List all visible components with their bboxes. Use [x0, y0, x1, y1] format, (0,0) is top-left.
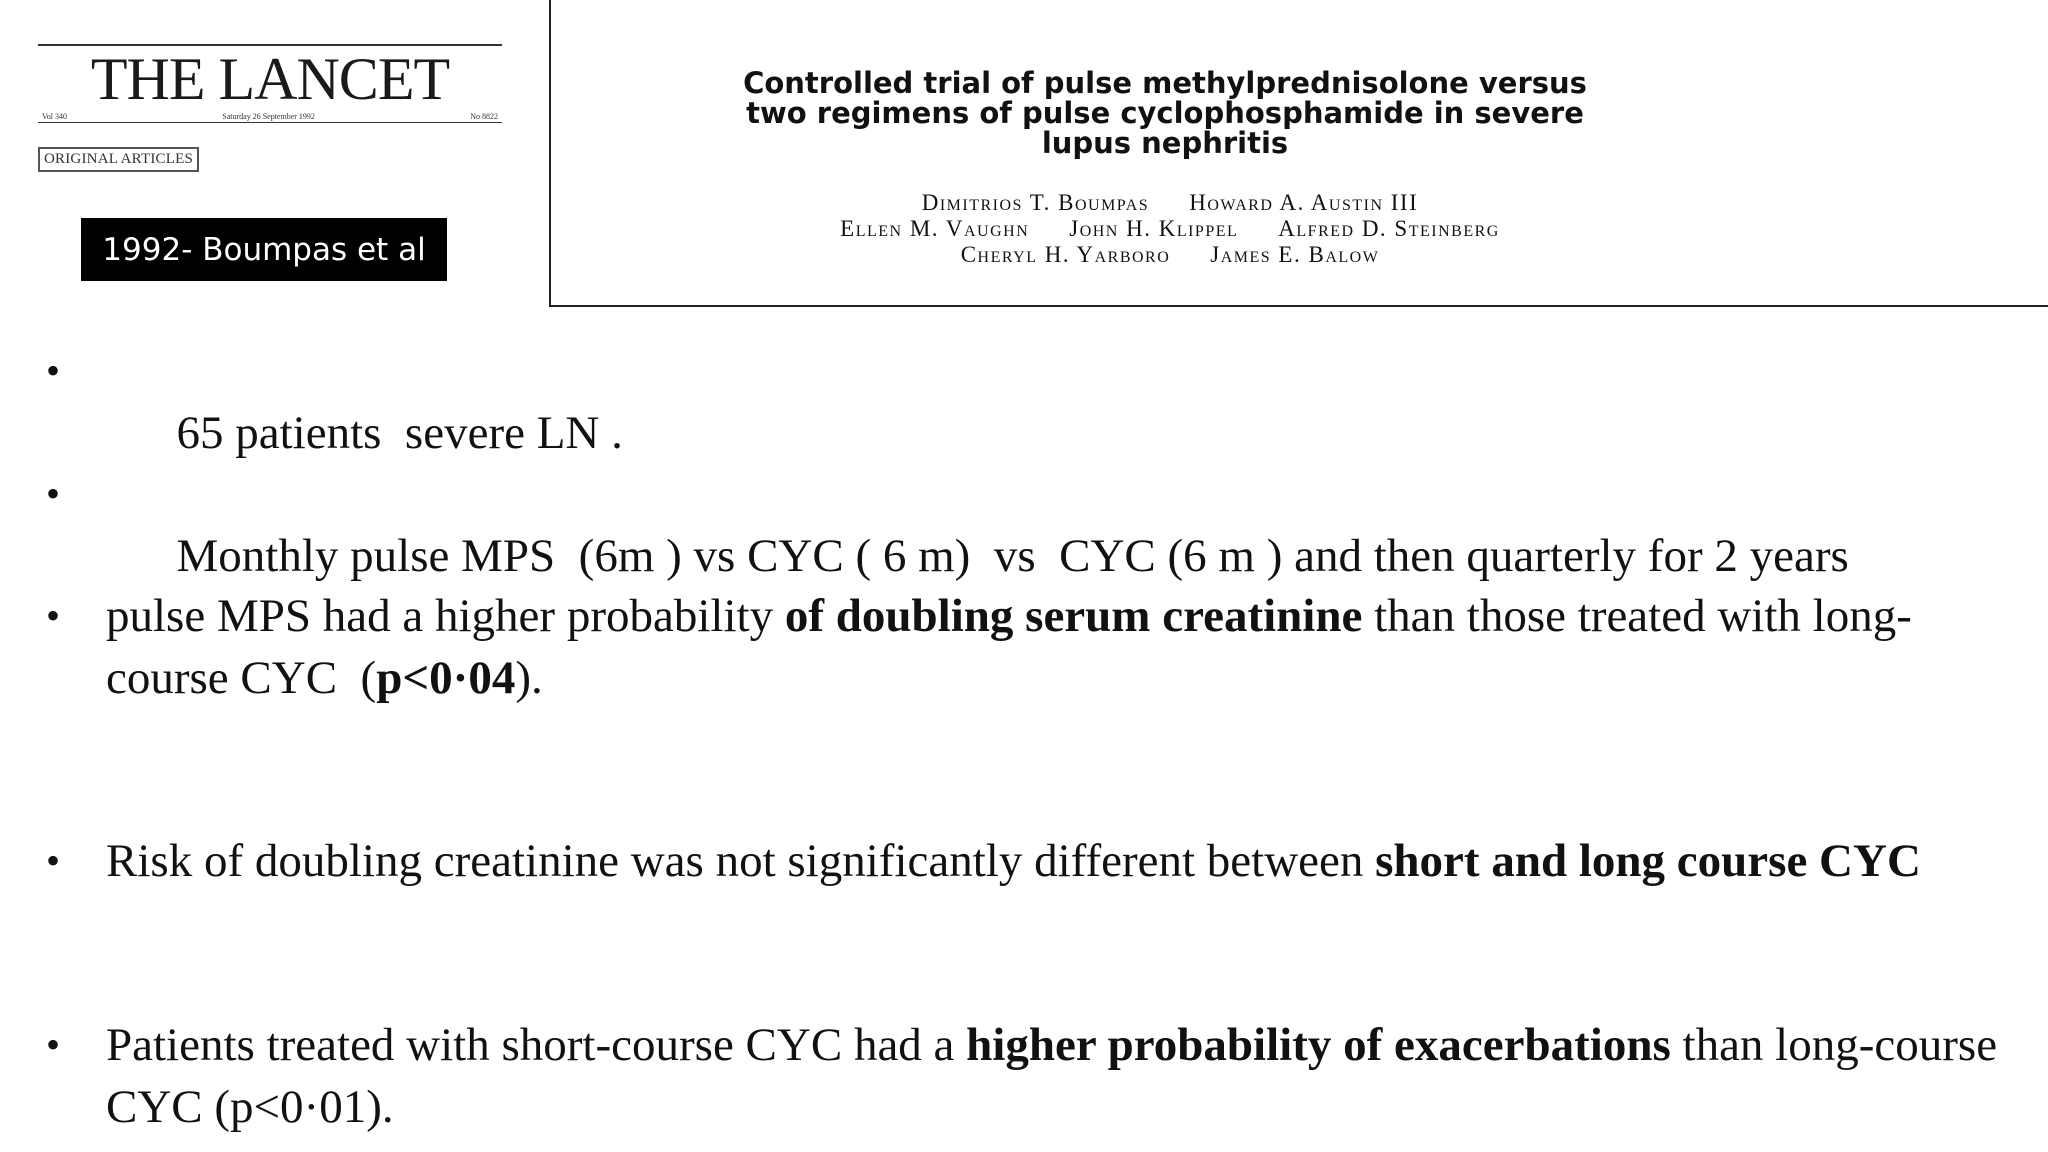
- bullet-text-emphasis: short and long course CYC: [1375, 835, 1921, 887]
- author-name: Dimitrios T. Boumpas: [921, 190, 1150, 215]
- bullet-item: [44, 585, 2034, 709]
- volume-label: Vol 340: [42, 112, 67, 121]
- bullet-item: [44, 1014, 2034, 1138]
- bullet-text-segment: Risk of doubling creatinine was not significantly different between: [106, 835, 1376, 887]
- paper-authors: [551, 190, 2048, 268]
- journal-title: THE LANCET: [90, 46, 450, 112]
- paper-title-panel: [549, 0, 2048, 307]
- bullet-marker: •: [46, 838, 61, 883]
- paper-title-line: lupus nephritis: [1041, 126, 1289, 160]
- lancet-masthead: [38, 44, 502, 123]
- author-name: Howard A. Austin III: [1189, 190, 1419, 215]
- bullet-text-segment: pulse MPS had a higher probability: [106, 590, 785, 642]
- bullet-text-segment: ).: [515, 652, 543, 704]
- paper-title-line: Controlled trial of pulse methylprednisolone versus: [743, 66, 1587, 100]
- issue-date: Saturday 26 September 1992: [222, 112, 315, 121]
- author-name: Ellen M. Vaughn: [840, 216, 1030, 241]
- author-row: [551, 242, 2048, 268]
- bullet-marker: •: [46, 593, 61, 638]
- bullet-text-segment: Patients treated with short-course CYC had a: [106, 1019, 967, 1071]
- bullet-text: [106, 585, 2034, 709]
- bullet-text-segment: than long-course CYC (p<0·01).: [106, 1019, 2009, 1133]
- bullet-text-emphasis: of doubling serum creatinine: [784, 590, 1363, 642]
- bullet-marker: •: [46, 471, 61, 516]
- author-row: [551, 216, 2048, 242]
- paper-title-line: two regimens of pulse cyclophosphamide in severe: [746, 96, 1584, 130]
- citation-label: [81, 218, 447, 281]
- author-name: John H. Klippel: [1069, 216, 1239, 241]
- paper-title: [551, 68, 2048, 158]
- bullet-text: [106, 830, 2034, 892]
- bullet-text-segment: 65 patients severe LN .: [176, 407, 623, 459]
- bullet-text-emphasis: higher probability of exacerbations: [966, 1019, 1671, 1071]
- section-badge: ORIGINAL ARTICLES: [38, 147, 199, 172]
- bullet-marker: •: [46, 1022, 61, 1067]
- bullet-item: [44, 830, 2034, 892]
- author-name: Cheryl H. Yarboro: [960, 242, 1171, 267]
- author-name: Alfred D. Steinberg: [1278, 216, 1500, 241]
- author-name: James E. Balow: [1210, 242, 1380, 267]
- citation-label-text: 1992- Boumpas et al: [102, 231, 426, 268]
- bullet-text: [106, 1014, 2034, 1138]
- bullet-text-segment: than those treated with long-course CYC (: [106, 590, 1912, 704]
- bullet-text-segment: Monthly pulse MPS (6m ) vs CYC ( 6 m) vs CYC (6 m ) and then quarterly for 2 years: [176, 530, 1849, 582]
- bullet-marker: •: [46, 348, 61, 393]
- author-row: [551, 190, 2048, 216]
- bullet-text-emphasis: p<0·04: [376, 652, 516, 704]
- issue-number: No 8822: [470, 112, 498, 121]
